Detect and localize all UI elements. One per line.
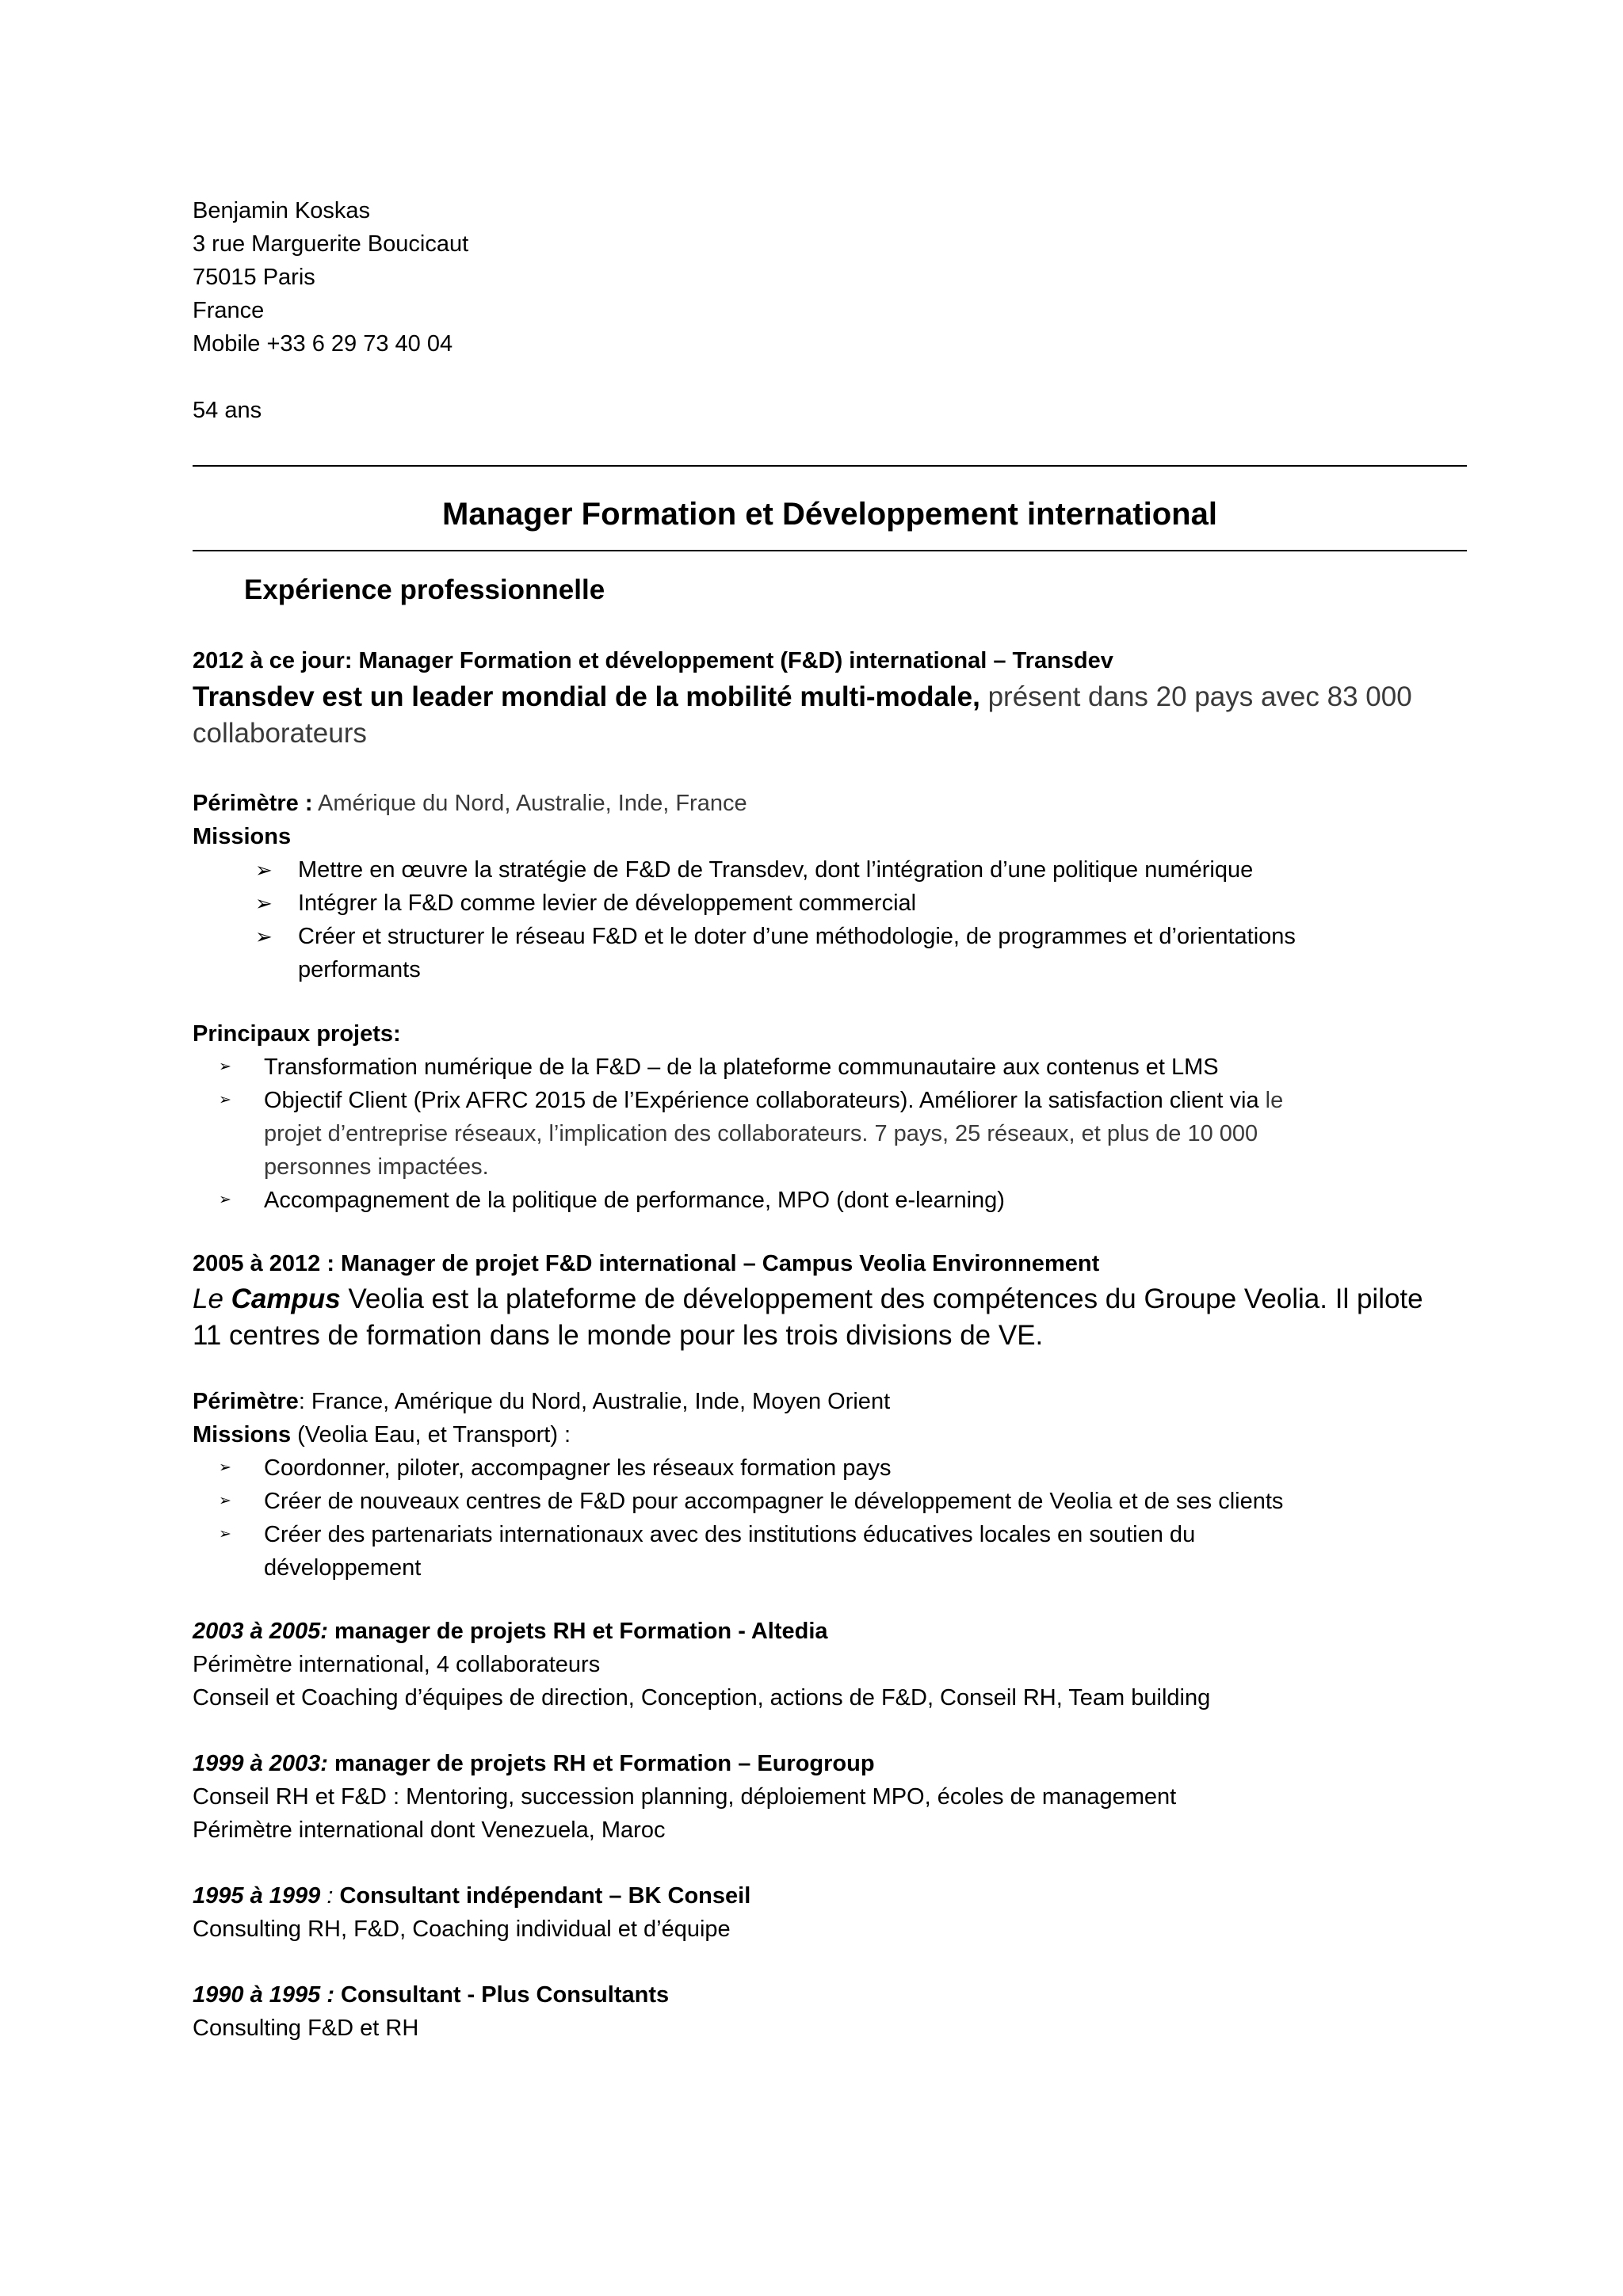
job-colon: : bbox=[320, 1883, 334, 1909]
mission-item-continued: développement bbox=[264, 1555, 422, 1581]
job-dates: 1999 à 2003: bbox=[193, 1751, 328, 1776]
projet-item: Accompagnement de la politique de performance, MPO (dont e-learning) bbox=[264, 1188, 1005, 1213]
arrow-bullet-icon: ➢ bbox=[219, 1092, 231, 1108]
section-heading: Expérience professionnelle bbox=[244, 574, 605, 605]
title-rule-top bbox=[193, 465, 1467, 467]
job-desc-veolia bbox=[193, 1281, 1423, 1318]
arrow-bullet-icon: ➢ bbox=[255, 891, 273, 915]
arrow-bullet-icon: ➢ bbox=[219, 1526, 231, 1543]
projet-item-continued: personnes impactées. bbox=[264, 1154, 489, 1180]
missions-label-transdev: Missions bbox=[193, 824, 292, 849]
missions-suffix: (Veolia Eau, et Transport) : bbox=[291, 1422, 571, 1447]
job-role: Consultant indépendant – BK Conseil bbox=[333, 1883, 751, 1909]
job-heading-transdev: 2012 à ce jour: Manager Formation et développement (F&D) international – Transdev bbox=[193, 648, 1113, 673]
job-heading-veolia: 2005 à 2012 : Manager de projet F&D international – Campus Veolia Environnement bbox=[193, 1251, 1100, 1276]
arrow-bullet-icon: ➢ bbox=[219, 1058, 231, 1075]
job-heading-eurogroup bbox=[193, 1747, 875, 1780]
missions-label-veolia bbox=[193, 1418, 571, 1451]
mission-item: Créer et structurer le réseau F&D et le doter d’une méthodologie, de programmes et d’orientations bbox=[298, 924, 1296, 949]
job-role: manager de projets RH et Formation – Eurogroup bbox=[327, 1751, 875, 1776]
mission-item: Mettre en œuvre la stratégie de F&D de Transdev, dont l’intégration d’une politique numérique bbox=[298, 857, 1254, 883]
job-line: Périmètre international, 4 collaborateurs bbox=[193, 1652, 601, 1677]
job-desc-transdev bbox=[193, 679, 1412, 715]
contact-age: 54 ans bbox=[193, 398, 262, 423]
projets-label: Principaux projets: bbox=[193, 1021, 401, 1047]
job-dates: 2003 à 2005: bbox=[193, 1619, 328, 1644]
mission-item: Créer des partenariats internationaux avec des institutions éducatives locales en soutien du bbox=[264, 1522, 1196, 1547]
job-dates: 1995 à 1999 bbox=[193, 1883, 321, 1909]
job-line: Consulting RH, F&D, Coaching individual et d’équipe bbox=[193, 1917, 731, 1942]
job-dates: 1990 à 1995 : bbox=[193, 1982, 334, 2008]
contact-city: 75015 Paris bbox=[193, 265, 315, 290]
arrow-bullet-icon: ➢ bbox=[219, 1192, 231, 1208]
perimetre-label: Périmètre bbox=[193, 1389, 299, 1414]
contact-street: 3 rue Marguerite Boucicaut bbox=[193, 231, 469, 257]
projet-item: Transformation numérique de la F&D – de la plateforme communautaire aux contenus et LMS bbox=[264, 1055, 1219, 1080]
arrow-bullet-icon: ➢ bbox=[219, 1493, 231, 1509]
job-line: Conseil RH et F&D : Mentoring, succession planning, déploiement MPO, écoles de management bbox=[193, 1784, 1177, 1810]
projet-item-text: Objectif Client (Prix AFRC 2015 de l’Expérience collaborateurs). Améliorer la satisfaction client via bbox=[264, 1088, 1259, 1113]
mission-item: Coordonner, piloter, accompagner les réseaux formation pays bbox=[264, 1455, 892, 1481]
contact-mobile: Mobile +33 6 29 73 40 04 bbox=[193, 331, 453, 357]
projet-item-continued: projet d’entreprise réseaux, l’implication des collaborateurs. 7 pays, 25 réseaux, et plus de 10 000 bbox=[264, 1121, 1258, 1146]
job-role: Consultant - Plus Consultants bbox=[334, 1982, 670, 2008]
job-line: Conseil et Coaching d’équipes de direction, Conception, actions de F&D, Conseil RH, Team building bbox=[193, 1685, 1211, 1711]
perimetre-value: : France, Amérique du Nord, Australie, Inde, Moyen Orient bbox=[298, 1389, 891, 1414]
missions-label: Missions bbox=[193, 1422, 292, 1447]
projet-item bbox=[264, 1084, 1283, 1117]
job-desc-campus: Campus bbox=[231, 1283, 341, 1314]
job-desc-rest: Veolia est la plateforme de développement des compétences du Groupe Veolia. Il pilote bbox=[340, 1283, 1423, 1314]
job-line: Périmètre international dont Venezuela, Maroc bbox=[193, 1817, 666, 1843]
page-title: Manager Formation et Développement international bbox=[442, 497, 1217, 532]
job-heading-altedia bbox=[193, 1615, 828, 1648]
job-heading-plus bbox=[193, 1978, 669, 2012]
perimetre-value: Amérique du Nord, Australie, Inde, France bbox=[312, 791, 747, 816]
job-heading-bkconseil bbox=[193, 1879, 750, 1913]
projet-item-text-grey: le bbox=[1258, 1088, 1284, 1113]
arrow-bullet-icon: ➢ bbox=[255, 858, 273, 882]
perimetre-label: Périmètre : bbox=[193, 791, 313, 816]
job-role: manager de projets RH et Formation - Altedia bbox=[327, 1619, 828, 1644]
job-desc-veolia-line2: 11 centres de formation dans le monde pour les trois divisions de VE. bbox=[193, 1320, 1044, 1351]
perimetre-transdev bbox=[193, 787, 747, 820]
arrow-bullet-icon: ➢ bbox=[219, 1459, 231, 1476]
contact-name: Benjamin Koskas bbox=[193, 198, 371, 223]
mission-item: Intégrer la F&D comme levier de développement commercial bbox=[298, 891, 917, 916]
title-rule-bottom bbox=[193, 550, 1467, 551]
job-desc-le: Le bbox=[193, 1283, 231, 1314]
mission-item: Créer de nouveaux centres de F&D pour accompagner le développement de Veolia et de ses clients bbox=[264, 1489, 1284, 1514]
job-line: Consulting F&D et RH bbox=[193, 2016, 419, 2041]
contact-country: France bbox=[193, 298, 265, 323]
job-desc-transdev-bold: Transdev est un leader mondial de la mobilité multi-modale, bbox=[193, 681, 980, 712]
mission-item-continued: performants bbox=[298, 957, 421, 982]
arrow-bullet-icon: ➢ bbox=[255, 925, 273, 948]
job-desc-transdev-line2: collaborateurs bbox=[193, 718, 367, 749]
job-desc-transdev-rest: présent dans 20 pays avec 83 000 bbox=[980, 681, 1412, 712]
perimetre-veolia bbox=[193, 1385, 890, 1418]
